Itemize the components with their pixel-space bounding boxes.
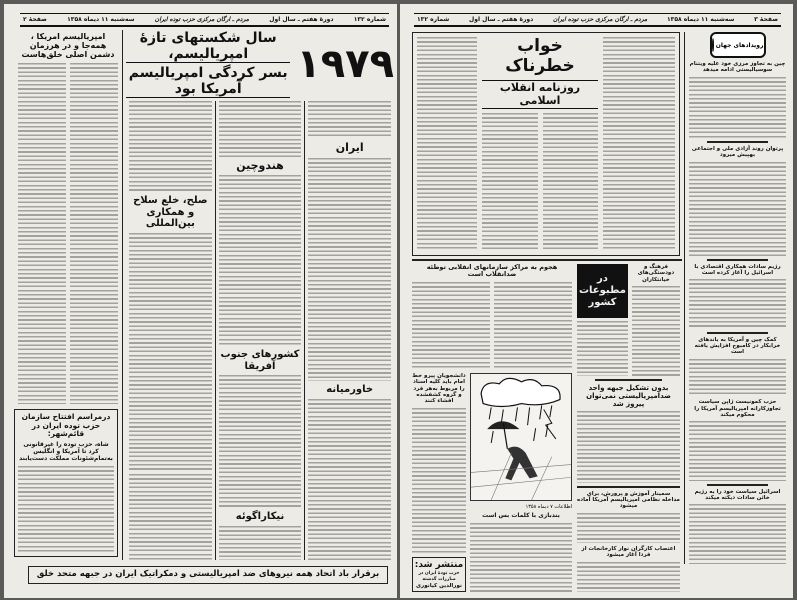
footer-banner-text: برقرار باد اتحاد همه نیروهای ضد امپریالیستی و دمکراتیک ایران در جبهه متحد خلق	[36, 569, 380, 579]
section-peace: صلح، خلع سلاح و همکاری بین‌المللی	[133, 195, 208, 230]
main-headline-row	[126, 30, 394, 98]
press-review-box	[577, 264, 628, 318]
page-number: صفحهٔ ۳	[754, 16, 778, 23]
left-column	[18, 32, 118, 404]
published-author: نورالدین کیانوری	[416, 582, 462, 589]
world-item-headline: پرتوان روند آزادی ملی و اجتماعی بهپیش میرود	[691, 145, 784, 159]
main-headline	[126, 30, 290, 98]
section-iran: ایران	[335, 141, 364, 155]
footer-banner	[28, 566, 388, 584]
body-text	[308, 399, 391, 560]
column-peace	[126, 101, 215, 560]
body-text	[219, 526, 302, 560]
year-headline: ۱۹۷۹	[296, 41, 394, 88]
press-and-culture	[577, 264, 680, 376]
intro-text	[308, 101, 391, 139]
date: سه‌شنبه ۱۱ دیماه ۱۳۵۸	[67, 16, 135, 23]
attack-headline: هجوم به مراکز سازمانهای انقلابی توطئه ضدانقلاب است	[426, 263, 558, 279]
divider	[595, 379, 662, 381]
section-divider	[412, 259, 682, 261]
body-text	[577, 562, 680, 592]
headline-dangerous-dream: خواب خطرناک	[505, 36, 575, 76]
published-box	[412, 557, 466, 592]
body-text	[308, 158, 391, 381]
body-text	[18, 466, 114, 553]
body-text	[689, 162, 786, 257]
cartoon-caption: اطلاعات ۷ دیماه ۱۳۵۸	[525, 503, 572, 510]
body-text	[219, 101, 302, 156]
cartoon-headline: بندبازی با کلمات بس است	[482, 511, 560, 519]
editorial-frame	[412, 32, 680, 256]
body-text	[219, 175, 302, 346]
lower-right-region	[577, 264, 680, 592]
world-item-headline: حزب کمونیست ژاپن سیاست تجاوزکارانه امپریالیسم آمریکا را محکوم میکند	[694, 399, 781, 419]
globe-icon	[712, 38, 714, 52]
world-events-logo	[710, 32, 766, 58]
lower-area	[412, 264, 680, 592]
culture-column	[632, 264, 680, 376]
world-events-column	[684, 32, 786, 564]
qaemshahr-box	[14, 409, 118, 557]
page-number: صفحهٔ ۲	[23, 16, 47, 23]
headline-islamic-revolution-paper: روزنامه انقلاب اسلامی	[482, 80, 598, 109]
divider	[707, 484, 768, 486]
editorial-center	[482, 37, 598, 251]
body-text	[482, 113, 538, 251]
body-text	[129, 233, 212, 472]
masthead: مردم ـ ارگان مرکزی حزب توده ایران	[553, 16, 648, 23]
body-text	[412, 282, 490, 370]
issue-number: شماره ۱۳۲	[417, 16, 450, 23]
body-text	[689, 504, 786, 564]
main-headline-line1: سال شکستهای تازهٔ امپریالیسم،	[126, 30, 290, 63]
page-header	[20, 13, 389, 27]
body-text	[689, 359, 786, 397]
masthead: مردم ـ ارگان مرکزی حزب توده ایران	[154, 16, 249, 23]
section-south-africa: کشورهای جنوب آفریقا	[220, 349, 300, 372]
body-text	[412, 408, 466, 555]
students-column	[412, 373, 466, 592]
period: دورهٔ هفتم ـ سال اول	[469, 16, 534, 23]
world-events-logo-text: رویدادهای جهان	[715, 41, 764, 49]
world-item-headline: اسرائیل سیاست خود را به رژیم خائن سادات دیکته میکند	[694, 488, 781, 501]
main-columns	[126, 101, 394, 560]
editorial-body	[482, 113, 598, 251]
left-column-body	[18, 63, 118, 404]
section-indochina: هندوچین	[236, 158, 284, 172]
body-text	[494, 282, 572, 370]
attack-body	[412, 282, 572, 370]
lower-left-columns	[412, 373, 572, 592]
divider	[577, 486, 680, 488]
box-title: درمراسم افتتاح سازمان حزب توده ایران در قائم‌شهر:	[21, 412, 111, 439]
body-text	[603, 37, 675, 251]
column-indochina	[215, 101, 305, 560]
press-review-title: در مطبوعات کشور	[579, 273, 626, 308]
world-item-headline: کمک چین و آمریکا به باندهای خرابکار در کامبوج افزایش یافته است	[694, 336, 781, 356]
divider	[707, 332, 768, 334]
cartoon-column	[470, 373, 572, 592]
page-header	[414, 13, 781, 27]
seminar-headline: سمینار آموزش و پرورش، برای مداخله نظامی امپریالیسم آمریکا آماده میشود	[577, 490, 680, 510]
main-article	[122, 30, 394, 560]
lower-left-region	[412, 264, 572, 592]
body-text	[577, 411, 680, 484]
body-text	[129, 101, 212, 192]
body-text	[470, 523, 572, 592]
date: سه‌شنبه ۱۱ دیماه ۱۳۵۸	[667, 16, 735, 23]
body-text	[689, 77, 786, 139]
body-text	[70, 63, 118, 404]
left-column-headline: امپریالیسم امریکا ، همه‌جا و در هرزمان دشمن اصلی خلق‌هاست	[21, 32, 115, 60]
body-text	[18, 63, 66, 404]
box-subtitle: شاه، حزب توده را غیرقانونی کرد تا آمریکا و انگلیس به‌تمام‌شئونات مملکت دست‌یابند	[19, 440, 113, 462]
left-newspaper-page	[4, 4, 397, 598]
body-text	[577, 321, 628, 376]
cartoon-umbrella-rain-illustration	[471, 374, 571, 500]
front-headline: بدون تشکیل جبهه واحد ضدامپریالیستی نمی‌توان پیروز شد	[586, 383, 671, 408]
body-text	[632, 286, 680, 376]
published-title: منتشر شد:	[414, 560, 464, 570]
body-text	[689, 421, 786, 481]
students-headline: دانشجویان پیرو خط امام باید کلیه اسناد را مربوط به‌هر فرد و گروه کشفشده افشاء کنند	[412, 372, 466, 405]
body-text	[689, 279, 786, 329]
body-text	[219, 375, 302, 508]
body-text	[543, 113, 599, 251]
political-cartoon	[470, 373, 572, 501]
world-item-headline: چین به تجاوز مرزی خود علیه ویتنام سوسیالیستی ادامه میدهد	[689, 61, 786, 74]
divider	[707, 141, 768, 143]
section-middle-east: خاورمیانه	[326, 384, 374, 396]
published-text: حزب تودهٔ ایران در مبارزات گذشته	[418, 571, 460, 582]
period: دورهٔ هفتم ـ سال اول	[269, 16, 334, 23]
body-text	[577, 513, 680, 543]
body-text	[417, 37, 477, 251]
column-iran	[304, 101, 394, 560]
body-text	[129, 474, 212, 560]
world-item-headline: رژیم سادات همکاری اقتصادی با اسرائیل را آغاز کرده است	[694, 263, 781, 276]
strike-headline: اعتصاب کارگران نوار کارخانجات از فردا آغاز میشود	[581, 546, 676, 559]
culture-headline: فرهنگ و دودستگی‌های خیانتکاران	[637, 264, 675, 283]
right-newspaper-page	[400, 4, 793, 598]
press-column	[577, 264, 628, 376]
main-headline-line2: بسر کردگی امپریالیسم آمریکا بود	[126, 65, 290, 98]
issue-number: شماره ۱۳۲	[353, 16, 386, 23]
divider	[707, 259, 768, 261]
section-nicaragua: نیکاراگوئه	[235, 511, 285, 523]
